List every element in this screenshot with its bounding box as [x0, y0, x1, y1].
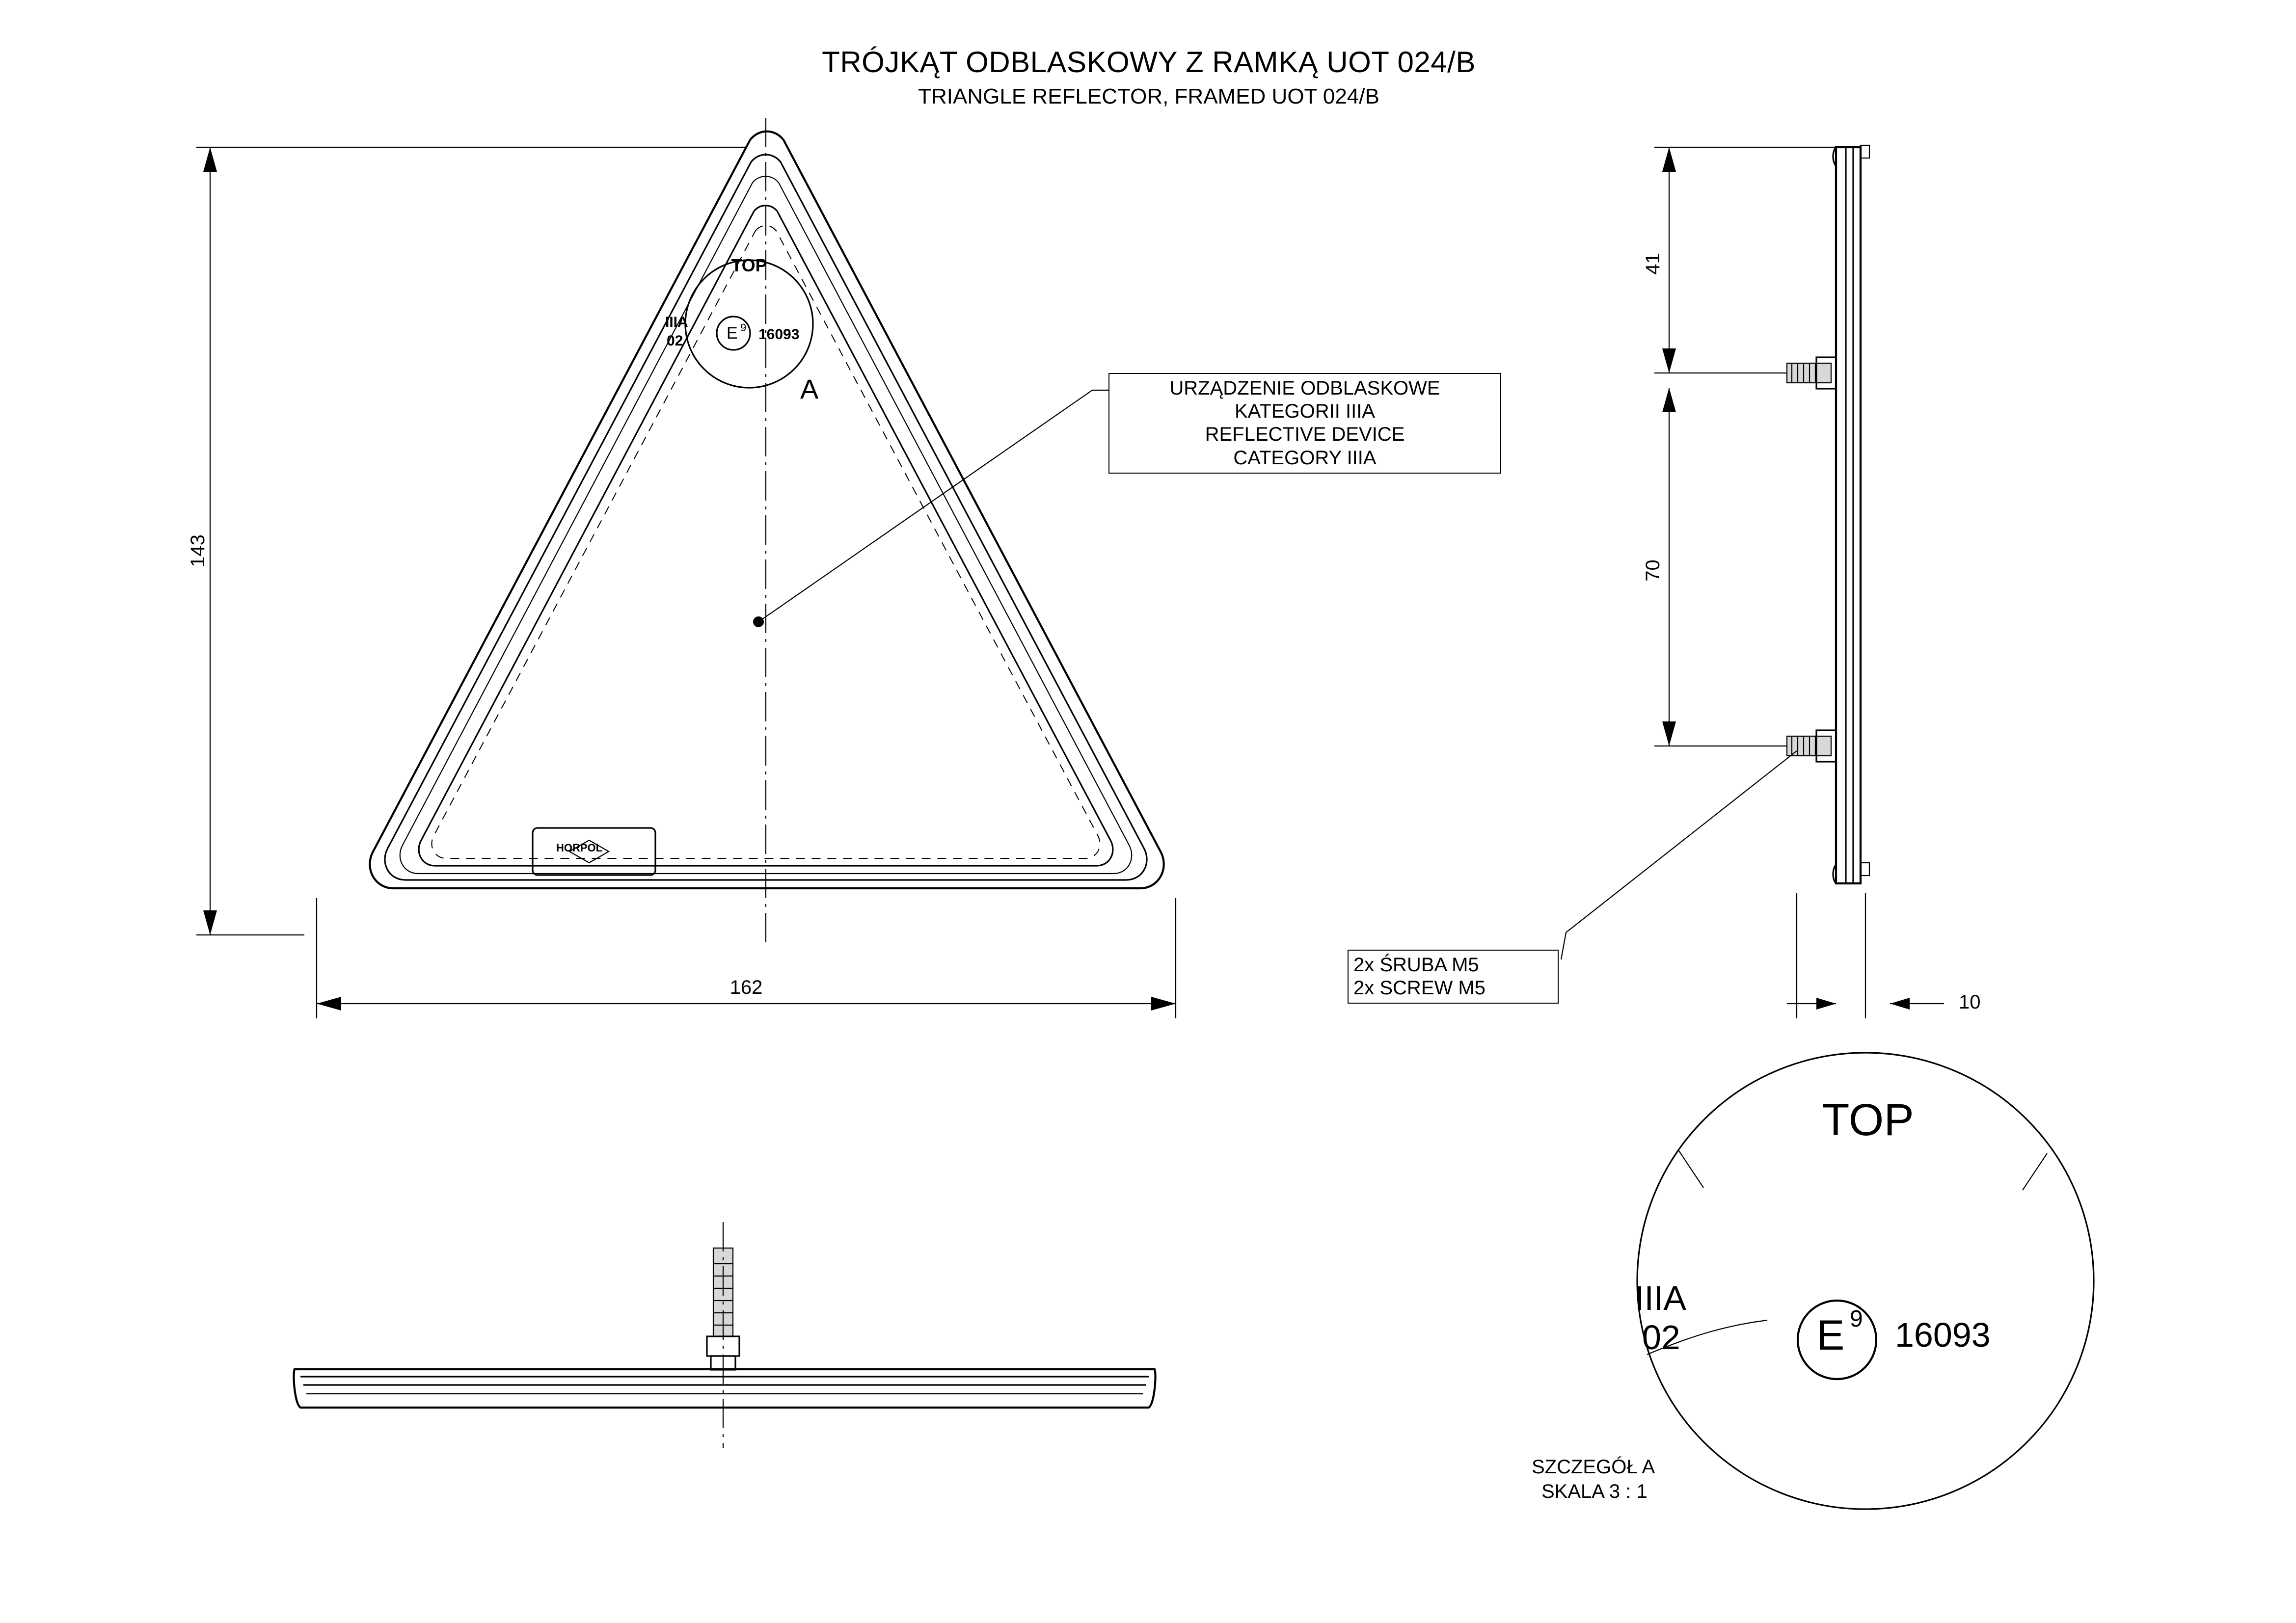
horpol-brand-label: HORPOL: [556, 842, 603, 854]
drawing-title-en: TRIANGLE REFLECTOR, FRAMED UOT 024/B: [918, 84, 1379, 108]
drawing-title-pl: TRÓJKĄT ODBLASKOWY Z RAMKĄ UOT 024/B: [822, 46, 1476, 79]
callout-line-3: REFLECTIVE DEVICE: [1205, 424, 1405, 446]
dimension-width-162: 162: [729, 977, 763, 998]
callout-line-4: CATEGORY IIIA: [1233, 447, 1377, 469]
approval-e-mark-number: 9: [740, 321, 747, 334]
detail-label-line-2: SKALA 3 : 1: [1541, 1481, 1648, 1502]
dimension-70: 70: [1642, 559, 1664, 582]
approval-category: IIIA: [665, 314, 688, 330]
approval-e-mark-letter: E: [727, 324, 738, 343]
dimension-height-143: 143: [187, 534, 209, 567]
callout-line-2: KATEGORII IIIA: [1235, 400, 1375, 423]
detail-section-letter: A: [800, 373, 819, 404]
approval-category-number: 02: [667, 333, 683, 349]
detail-label-line-1: SZCZEGÓŁ A: [1532, 1456, 1655, 1478]
callout-screws: [1348, 950, 1559, 1004]
detail-top-text: TOP: [1822, 1095, 1914, 1145]
detail-e-mark-letter: E: [1816, 1312, 1845, 1359]
dimension-41: 41: [1642, 253, 1664, 275]
callout-line-1: URZĄDZENIE ODBLASKOWE: [1169, 377, 1440, 399]
callout-screw-line-2: 2x SCREW M5: [1353, 977, 1486, 999]
detail-approval-number: 16093: [1895, 1316, 1991, 1354]
detail-category: IIIA: [1635, 1279, 1687, 1317]
detail-e-mark-number: 9: [1850, 1306, 1863, 1332]
detail-category-number: 02: [1642, 1318, 1680, 1357]
approval-top-text: TOP: [731, 255, 767, 275]
approval-number: 16093: [758, 326, 800, 343]
callout-screw-line-1: 2x ŚRUBA M5: [1353, 954, 1479, 976]
callout-reflective-device: [1108, 373, 1501, 474]
dimension-10: 10: [1959, 991, 1981, 1013]
